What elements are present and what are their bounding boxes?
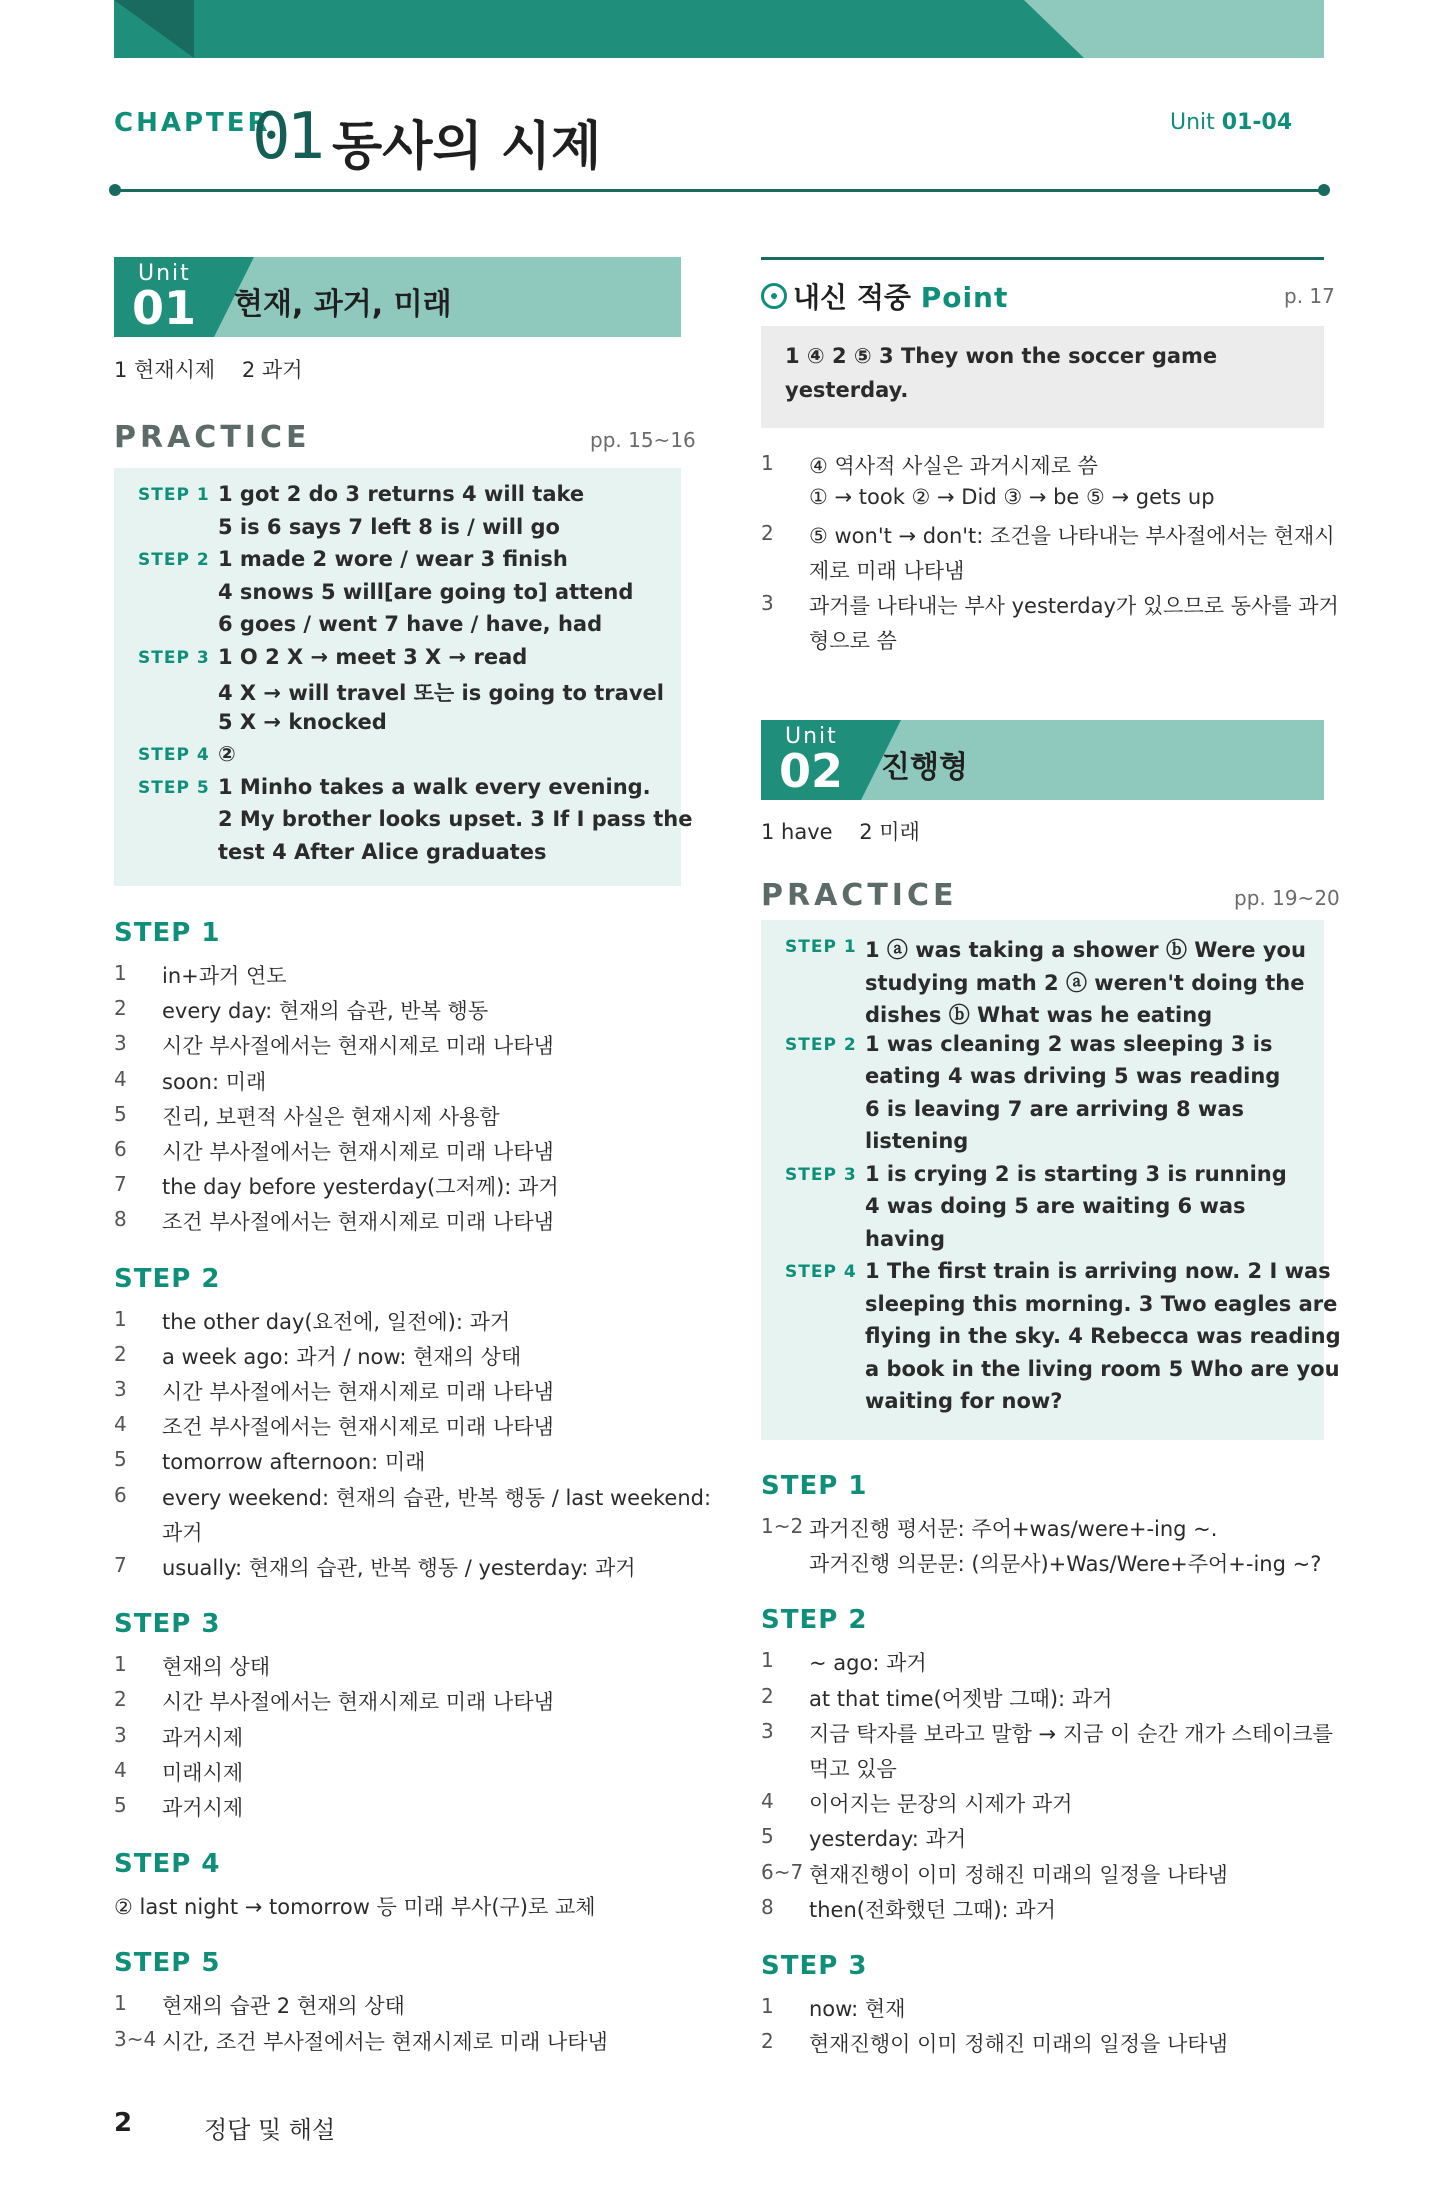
explanation-text: at that time(어젯밤 그때): 과거 xyxy=(809,1686,1113,1711)
unit-range-value: 01-04 xyxy=(1221,110,1293,135)
explanation-text: 먹고 있음 xyxy=(809,1757,897,1781)
intro-item: 2 미래 xyxy=(859,820,920,844)
explanation-text: 지금 탁자를 보라고 말함 → 지금 이 순간 개가 스테이크를 xyxy=(809,1721,1333,1746)
answer-line: studying math 2 ⓐ weren't doing the xyxy=(865,970,1305,995)
item-number: 1 xyxy=(114,1652,127,1677)
explanation-text: ~ ago: 과거 xyxy=(809,1651,927,1676)
item-number: 7 xyxy=(114,1172,127,1197)
unit-number: 01 xyxy=(132,281,197,335)
answer-line: 2 My brother looks upset. 3 If I pass the xyxy=(218,807,693,831)
explanation-text: 미래시제 xyxy=(162,1760,244,1785)
unit-01-answer-box xyxy=(114,468,693,886)
item-number: 3~4 xyxy=(114,2026,157,2051)
answer-line: dishes ⓑ What was he eating xyxy=(865,1003,1213,1027)
explanation-text: 제로 미래 나타냄 xyxy=(809,559,965,583)
answer-line: 5 X → knocked xyxy=(218,709,387,734)
point-answer-line: 1 ④ 2 ⑤ 3 They won the soccer game xyxy=(785,344,1218,368)
explanation-text: every weekend: 현재의 습관, 반복 행동 / last weekend: xyxy=(162,1485,712,1510)
explanation-text: 현재의 습관 2 현재의 상태 xyxy=(162,1994,405,2019)
explanation-text: 과거를 나타내는 부사 yesterday가 있으므로 동사를 과거 xyxy=(809,594,1339,618)
item-number: 8 xyxy=(761,1894,774,1919)
step-label: STEP 3 xyxy=(138,647,210,668)
answer-line: waiting for now? xyxy=(865,1389,1063,1413)
item-number: 6 xyxy=(114,1137,127,1161)
unit-02-answer-box xyxy=(761,920,1341,1440)
explanation-text: 현재진행이 이미 정해진 미래의 일정을 나타냄 xyxy=(809,1862,1228,1887)
explanation-text: tomorrow afternoon: 미래 xyxy=(162,1450,426,1475)
explanation-text: 현재진행이 이미 정해진 미래의 일정을 나타냄 xyxy=(809,2032,1228,2057)
item-number: 1 xyxy=(761,451,774,475)
explanation-text: 시간, 조건 부사절에서는 현재시제로 미래 나타냄 xyxy=(162,2029,608,2054)
explanation-text: 시간 부사절에서는 현재시제로 미래 나타냄 xyxy=(162,1380,554,1404)
step-heading: STEP 1 xyxy=(761,1471,868,1501)
step-heading: STEP 1 xyxy=(114,918,221,948)
answer-line: 6 goes / went 7 have / have, had xyxy=(218,612,603,636)
step-heading: STEP 5 xyxy=(114,1948,221,1979)
item-number: 5 xyxy=(114,1101,127,1126)
practice-pages: pp. 19~20 xyxy=(1234,886,1340,910)
unit-01-intro xyxy=(114,354,303,384)
unit-title: 진행형 xyxy=(881,750,968,785)
chapter-number: 01 xyxy=(252,100,322,174)
answer-line: 4 was doing 5 are waiting 6 was xyxy=(865,1194,1246,1218)
step-heading: STEP 3 xyxy=(114,1609,221,1640)
item-number: 1 xyxy=(761,1648,774,1673)
step-heading: STEP 2 xyxy=(761,1605,868,1636)
step-label: STEP 3 xyxy=(785,1164,857,1185)
point-heading xyxy=(761,276,1008,316)
explanation-text: then(전화했던 그때): 과거 xyxy=(809,1897,1056,1922)
explanation-text: 과거진행 평서문: 주어+was/were+-ing ~. xyxy=(809,1517,1218,1541)
item-number: 8 xyxy=(114,1207,127,1232)
unit-word: Unit xyxy=(785,724,838,749)
item-number: 3 xyxy=(761,1718,774,1743)
practice-heading: PRACTICE xyxy=(114,420,311,455)
point-title: 내신 적중 xyxy=(793,281,911,314)
explanation-text: 시간 부사절에서는 현재시제로 미래 나타냄 xyxy=(162,1034,554,1059)
item-number: 4 xyxy=(114,1757,127,1782)
unit-word: Unit xyxy=(138,261,191,286)
answer-line: eating 4 was driving 5 was reading xyxy=(865,1064,1281,1088)
explanation-text: every day: 현재의 습관, 반복 행동 xyxy=(162,999,489,1024)
explanation-text: a week ago: 과거 / now: 현재의 상태 xyxy=(162,1344,522,1369)
unit-range-prefix: Unit xyxy=(1170,110,1215,135)
answer-line: 1 ⓐ was taking a shower ⓑ Were you xyxy=(865,938,1306,962)
intro-item: 2 과거 xyxy=(241,358,303,382)
practice-pages: pp. 15~16 xyxy=(590,428,696,452)
intro-item: 1 현재시제 xyxy=(114,358,216,382)
point-rule xyxy=(761,257,1324,260)
item-number: 1 xyxy=(114,961,127,985)
answer-line: flying in the sky. 4 Rebecca was reading xyxy=(865,1324,1341,1348)
unit-02-header xyxy=(761,720,1324,800)
answer-line: 4 X → will travel 또는 is going to travel xyxy=(218,681,664,705)
item-number: 2 xyxy=(761,2029,774,2054)
point-answer-box xyxy=(761,326,1324,428)
answer-line: 1 got 2 do 3 returns 4 will take xyxy=(218,482,585,506)
answer-line: a book in the living room 5 Who are you xyxy=(865,1356,1340,1381)
item-number: 6 xyxy=(114,1482,127,1507)
point-title-en: Point xyxy=(920,281,1009,314)
explanation-text: usually: 현재의 습관, 반복 행동 / yesterday: 과거 xyxy=(162,1556,636,1580)
item-number: 2 xyxy=(114,996,127,1021)
step-heading: STEP 4 xyxy=(114,1849,221,1880)
answer-line: ② xyxy=(218,742,236,766)
explanation-text: 시간 부사절에서는 현재시제로 미래 나타냄 xyxy=(162,1690,554,1715)
answer-line: 1 The first train is arriving now. 2 I was xyxy=(865,1259,1331,1283)
explanation-text: the day before yesterday(그저께): 과거 xyxy=(162,1175,559,1200)
explanation-text: 과거 xyxy=(162,1520,203,1545)
explanation-text: ① → took ② → Did ③ → be ⑤ → gets up xyxy=(809,485,1215,509)
step-label: STEP 4 xyxy=(138,745,210,765)
answer-line: 6 is leaving 7 are arriving 8 was xyxy=(865,1096,1244,1121)
explanation-text: in+과거 연도 xyxy=(162,964,287,988)
item-number: 5 xyxy=(114,1793,127,1817)
page-number: 2 xyxy=(114,2108,133,2138)
step-heading: STEP 2 xyxy=(114,1263,221,1294)
item-number: 1 xyxy=(761,1994,774,2018)
item-number: 4 xyxy=(114,1412,127,1437)
item-number: 2 xyxy=(761,521,774,545)
item-number: 5 xyxy=(114,1447,127,1472)
item-number: 3 xyxy=(114,1031,127,1056)
rule-dot-left xyxy=(109,184,121,196)
answer-line: 1 is crying 2 is starting 3 is running xyxy=(865,1161,1287,1186)
answer-line: 1 made 2 wore / wear 3 finish xyxy=(218,547,568,571)
answer-line: 1 Minho takes a walk every evening. xyxy=(218,774,651,799)
item-number: 2 xyxy=(114,1687,127,1712)
explanation-text: 현재의 상태 xyxy=(162,1655,271,1680)
item-number: 3 xyxy=(114,1722,127,1747)
step-heading: STEP 3 xyxy=(761,1951,868,1981)
answer-line: 1 was cleaning 2 was sleeping 3 is xyxy=(865,1031,1273,1056)
item-number: 2 xyxy=(114,1341,127,1366)
item-number: 6~7 xyxy=(761,1859,804,1884)
answer-line: test 4 After Alice graduates xyxy=(218,839,547,864)
point-page: p. 17 xyxy=(1284,284,1335,308)
explanation-text: ④ 역사적 사실은 과거시제로 씀 xyxy=(809,454,1098,478)
answer-line: listening xyxy=(865,1129,969,1153)
item-number: 3 xyxy=(761,591,774,615)
item-number: 1 xyxy=(114,1306,127,1331)
explanation-text: the other day(요전에, 일전에): 과거 xyxy=(162,1309,511,1334)
explanation-text: 시간 부사절에서는 현재시제로 미래 나타냄 xyxy=(162,1140,554,1164)
chapter-label: CHAPTER xyxy=(114,108,271,138)
answer-line: having xyxy=(865,1226,945,1251)
explanation-text: now: 현재 xyxy=(809,1997,906,2021)
practice-heading: PRACTICE xyxy=(761,878,958,913)
unit-range xyxy=(1170,110,1292,135)
item-number: 5 xyxy=(761,1824,774,1849)
intro-item: 1 have xyxy=(761,820,833,844)
explanation-text: 과거시제 xyxy=(162,1725,244,1750)
item-number: 2 xyxy=(761,1683,774,1708)
item-number: 7 xyxy=(114,1553,127,1577)
step-label: STEP 4 xyxy=(785,1262,857,1282)
step-label: STEP 1 xyxy=(138,485,210,505)
item-number: 1 xyxy=(114,1991,127,2016)
explanation-text: 이어지는 문장의 시제가 과거 xyxy=(809,1792,1073,1817)
item-number: 4 xyxy=(114,1066,127,1091)
rule-dot-right xyxy=(1318,184,1330,196)
item-number: 3 xyxy=(114,1377,127,1401)
answer-line: sleeping this morning. 3 Two eagles are xyxy=(865,1291,1338,1316)
point-answer-line: yesterday. xyxy=(785,378,909,402)
explanation-text: 과거시제 xyxy=(162,1796,244,1820)
step-label: STEP 2 xyxy=(138,550,210,570)
unit-title: 현재, 과거, 미래 xyxy=(234,287,452,322)
explanation-text: 조건 부사절에서는 현재시제로 미래 나타냄 xyxy=(162,1210,554,1235)
explanation-text: ② last night → tomorrow 등 미래 부사(구)로 교체 xyxy=(114,1895,596,1920)
chapter-title: 동사의 시제 xyxy=(332,117,602,177)
explanation-text: 과거진행 의문문: (의문사)+Was/Were+주어+-ing ~? xyxy=(809,1552,1322,1577)
answer-line: 5 is 6 says 7 left 8 is / will go xyxy=(218,514,560,539)
step-label: STEP 5 xyxy=(138,777,210,798)
item-number: 4 xyxy=(761,1789,774,1814)
explanation-text: yesterday: 과거 xyxy=(809,1827,967,1852)
explanation-text: 조건 부사절에서는 현재시제로 미래 나타냄 xyxy=(162,1415,554,1440)
explanation-text: 형으로 씀 xyxy=(809,629,897,653)
footer-text: 정답 및 해설 xyxy=(204,2116,336,2144)
item-number: 1~2 xyxy=(761,1514,804,1538)
step-label: STEP 1 xyxy=(785,937,857,957)
explanation-text: ⑤ won't → don't: 조건을 나타내는 부사절에서는 현재시 xyxy=(809,524,1335,548)
unit-number: 02 xyxy=(779,744,844,798)
explanation-text: 진리, 보편적 사실은 현재시제 사용함 xyxy=(162,1104,500,1129)
header-rule xyxy=(114,189,1324,192)
answer-line: 1 O 2 X → meet 3 X → read xyxy=(218,644,528,669)
top-banner xyxy=(114,0,1324,58)
target-icon xyxy=(761,283,787,309)
step-label: STEP 2 xyxy=(785,1034,857,1055)
explanation-text: soon: 미래 xyxy=(162,1069,267,1094)
unit-01-header xyxy=(114,257,681,337)
answer-line: 4 snows 5 will[are going to] attend xyxy=(218,579,634,604)
unit-02-intro xyxy=(761,816,920,846)
